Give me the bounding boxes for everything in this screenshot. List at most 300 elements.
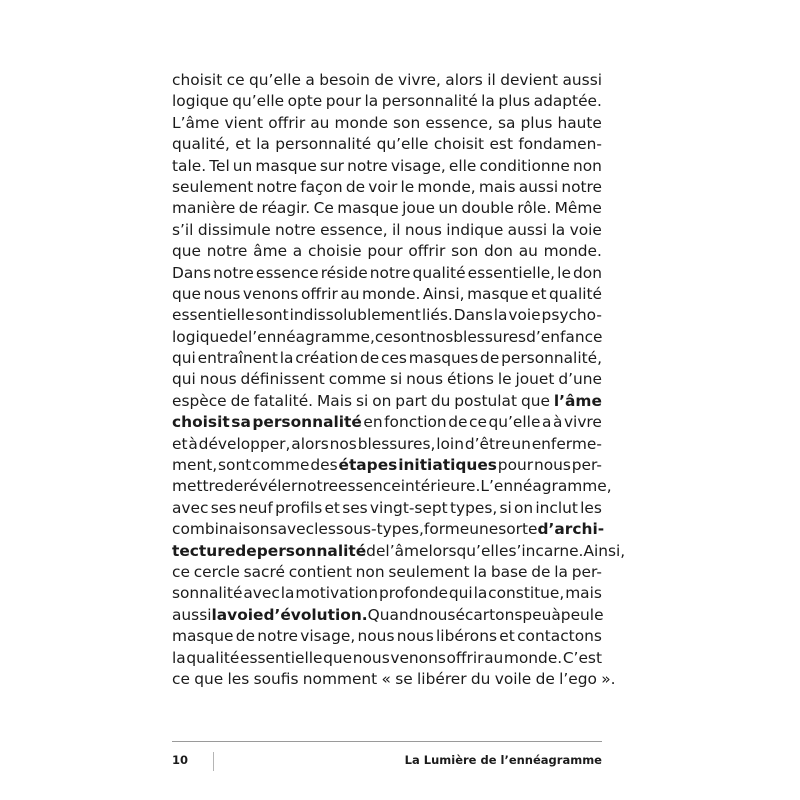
word: les [227,669,250,688]
word: ces [381,349,407,368]
word: nos [329,434,357,453]
word: indissolublement [289,306,421,325]
word: Dans [453,306,493,325]
word: choisie [307,242,362,261]
word: ce [374,327,393,346]
word: fondamen- [518,135,602,154]
word: du [470,669,491,688]
word: notre [257,627,298,646]
word: la [280,584,295,603]
word: et [499,627,515,646]
word: jouet [515,370,555,389]
text-line [172,156,602,177]
word: nous [357,627,395,646]
word: blessures [453,327,527,346]
word: choisit [433,135,485,154]
word: ce [172,562,190,581]
word: nous [396,627,434,646]
word: qu’elle [488,413,541,432]
word: sorte [498,520,538,539]
word: venons [242,284,299,303]
word: psycho- [541,306,602,325]
word: « [381,669,391,688]
word: essentielle, [467,263,556,282]
word: opte [287,92,323,111]
word: Dans [172,263,212,282]
word: et [530,284,547,303]
word: notre [275,220,316,239]
word: nous [203,284,241,303]
word: pour [497,456,534,475]
word: la [364,92,379,111]
word: besoin [319,71,370,89]
word: fonction [384,413,447,432]
text-line [172,177,602,198]
word: Ainsi, [583,541,626,560]
page-number: 10 [172,753,189,767]
word: alors [445,71,483,89]
word: plus [520,113,553,132]
word: un [511,434,531,453]
word: intérieure. [400,477,481,496]
word: il [392,220,401,239]
word: mais [478,177,516,196]
word: sonnalité [172,584,243,603]
word: peu [560,605,590,624]
word: notre [213,263,254,282]
word: Quand [367,605,419,624]
word: haute [557,113,602,132]
word: la [493,306,508,325]
word: la [172,648,186,667]
word: masque [255,156,317,175]
word: aussi [172,605,212,624]
word: la [473,562,488,581]
text-line [172,669,616,690]
word: plus [498,92,531,111]
word: forme [423,520,470,539]
word: si [355,391,369,410]
word: la [279,349,294,368]
word: nous [352,648,390,667]
word: vivre, [398,71,441,89]
word: seulement [388,562,470,581]
word: révéler [243,477,298,496]
word: et [172,434,188,453]
text-line [172,626,602,647]
word: une [469,520,499,539]
word: mettre [172,477,224,496]
word: conditionne [479,156,570,175]
word: aussi [507,220,548,239]
word: qualité [548,284,602,303]
word: la [256,135,270,154]
bold-word: d’évolution. [263,605,368,624]
word: profils [275,498,323,517]
word: à [188,434,198,453]
word: soufis [253,669,299,688]
word: qualité [186,648,240,667]
word: per- [571,456,602,475]
word: que [194,669,224,688]
word: base [490,562,528,581]
word: contactons [517,627,602,646]
word: si [499,498,512,517]
word: que [323,648,353,667]
word: la [481,92,495,111]
word: essence [255,263,319,282]
word: don [484,242,513,261]
bold-word: l’âme [553,391,602,410]
word: logique [172,92,229,111]
word: son [451,242,479,261]
word: et [235,135,251,154]
word: s’il [172,220,194,239]
word: voie [508,306,541,325]
word: si [389,370,403,389]
word: de [345,177,366,196]
word: postulat [454,391,518,410]
text-line [172,134,602,155]
word: qualité, [172,135,230,154]
word: voie [569,220,602,239]
running-title: La Lumière de l’ennéagramme [404,753,602,767]
word: entraînent [197,349,278,368]
word: offrir [446,648,484,667]
word: qu’elle [376,135,429,154]
word: on [372,391,392,410]
word: masque [467,284,529,303]
word: le [400,177,415,196]
word: nous [404,220,442,239]
word: liés. [421,306,453,325]
word: non [572,156,602,175]
word: tale. [172,156,207,175]
word: sacré [243,562,285,581]
word: les [314,520,336,539]
word: nos [426,327,454,346]
bold-word: sa [231,413,251,432]
word: offrir [300,284,338,303]
word: pour [367,242,403,261]
word: d’être [464,434,511,453]
word: seulement [172,177,254,196]
text-line [172,305,602,326]
word: sous-types, [335,520,424,539]
word: au [484,648,504,667]
word: la [473,584,488,603]
word: développer, [198,434,291,453]
text-line [172,648,602,669]
word: de [366,541,386,560]
word: aussi [562,71,602,89]
word: nomment [302,669,378,688]
word: avec [172,498,209,517]
word: que [172,242,201,261]
text-line [172,91,602,112]
word: ses [210,498,237,517]
word: âme [253,242,288,261]
word: alors [291,434,329,453]
word: inclut [535,498,578,517]
word: façon [300,177,343,196]
word: elle [448,156,477,175]
bold-word: personnalité [252,413,362,432]
word: essentielle [239,648,323,667]
word: qui [172,349,196,368]
word: profonde [378,584,448,603]
word: contient [288,562,352,581]
text-line [172,70,602,91]
word: indique [446,220,504,239]
text-line [172,263,602,284]
word: nous [533,456,571,475]
word: comme [328,370,387,389]
word: visage, [390,156,446,175]
word: choisit [172,71,223,89]
text-line [172,519,605,540]
text-line [172,284,602,305]
word: de [535,669,555,688]
word: monde. [543,242,602,261]
word: sont [218,456,252,475]
word: de [224,477,244,496]
word: monde. [503,648,563,667]
word: se [395,669,413,688]
word: motivation [295,584,379,603]
word: notre [561,177,602,196]
word: la [551,220,566,239]
word: s’incarne. [508,541,584,560]
word: loin [436,434,464,453]
word: l’ego [559,669,597,688]
word: vingt-sept [369,498,448,517]
footer-separator [213,752,214,771]
text-line [172,113,602,134]
text-line [172,434,602,455]
word: sont [255,306,289,325]
word: de [238,199,259,218]
bold-word: tecture [172,541,236,560]
word: comme [252,456,310,475]
word: espèce [172,391,227,410]
word: des [310,456,338,475]
word: d’enfance [526,327,603,346]
word: ce [226,71,245,89]
word: C’est [562,648,602,667]
word: a [305,71,315,89]
text-line [172,369,602,390]
word: cercle [193,562,240,581]
word: le [557,263,571,282]
word: ce [469,413,487,432]
word: sur [319,156,345,175]
word: est [489,135,513,154]
word: offrir [268,113,306,132]
word: per- [571,562,602,581]
word: en [363,413,383,432]
word: adaptée. [533,92,602,111]
word: notre [297,477,339,496]
word: monde, [417,177,476,196]
word: essentielle [172,306,255,325]
word: notre [347,156,388,175]
word: de [235,627,255,646]
word: lorsqu’elle [428,541,509,560]
text-line [172,605,602,626]
word: manière [172,199,236,218]
word: au [518,242,538,261]
word: masques [408,349,479,368]
word: essence [338,477,401,496]
word: l’ennéagramme, [247,327,375,346]
word: masque [337,199,399,218]
word: personnalité [381,92,478,111]
word: enferme- [531,434,602,453]
word: au [340,284,360,303]
text-line [172,348,602,369]
word: notre [206,242,248,261]
word: à [551,605,561,624]
word: nous [418,605,456,624]
word: et [324,498,340,517]
word: visage, [300,627,356,646]
word: ce [172,669,190,688]
word: logique [172,327,229,346]
word: personnalité [275,135,372,154]
text-line [172,562,602,583]
word: de [531,562,551,581]
word: double [461,199,514,218]
word: d’une [558,370,602,389]
word: blessures, [357,434,436,453]
word: du [430,391,451,410]
word: on [513,498,534,517]
word: Tel [209,156,230,175]
word: essence, [425,113,493,132]
word: peu [522,605,552,624]
bold-word: étapes [338,456,398,475]
word: réagir. [261,199,311,218]
word: personnalité, [501,349,602,368]
body-text [172,70,626,690]
word: que [172,284,201,303]
word: un [438,199,458,218]
text-line [172,327,602,348]
word: constitue, [488,584,565,603]
word: ment, [172,456,218,475]
text-line [172,198,602,219]
word: de [480,349,500,368]
word: libérer [417,669,467,688]
text-line [172,455,602,476]
word: étions [446,370,494,389]
word: que [520,391,550,410]
word: le [497,370,512,389]
word: création [295,349,359,368]
word: à [552,413,563,432]
word: vient [224,113,264,132]
word: qualité [412,263,466,282]
word: don [573,263,602,282]
footer-rule [172,741,602,742]
word: de [228,327,248,346]
text-line [172,241,602,262]
text-line [172,220,602,241]
word: notre [256,177,298,196]
bold-word: initiatiques [398,456,497,475]
word: a [292,242,303,261]
word: avec [277,520,315,539]
word: qui [448,584,473,603]
text-line [172,583,602,604]
word: types, [449,498,498,517]
bold-word: voie [227,605,264,624]
word: l’âme [385,541,429,560]
word: de [448,413,468,432]
word: son [393,113,421,132]
word: Mais [317,391,353,410]
word: joue [402,199,435,218]
word: sa [497,113,516,132]
word: la [554,562,568,581]
word: aussi [518,177,559,196]
text-line [172,476,612,497]
word: dissimule [197,220,271,239]
word: de [359,349,380,368]
word: combinaisons [172,520,278,539]
word: Même [554,199,602,218]
bold-word: d’archi- [537,520,605,539]
text-line [172,541,626,562]
word: L’ennéagramme, [480,477,612,496]
word: vivre [563,413,602,432]
word: essence, [320,220,388,239]
word: venons [390,648,446,667]
word: neuf [238,498,273,517]
word: notre [369,263,411,282]
word: un [232,156,253,175]
word: part [395,391,427,410]
word: de [374,71,394,89]
word: qu’elle [249,71,301,89]
word: a [541,413,552,432]
word: réside [320,263,368,282]
word: mais [565,584,602,603]
word: qui [172,370,196,389]
word: le [589,605,604,624]
word: au [310,113,330,132]
word: définissent [240,370,325,389]
word: non [355,562,385,581]
word: devient [500,71,559,89]
word: de [230,391,250,410]
word: nous [406,370,444,389]
word: libérons [436,627,497,646]
bold-word: la [211,605,228,624]
text-line [172,391,602,412]
bold-word: personnalité [256,541,367,560]
word: qu’elle [232,92,285,111]
word: Ainsi, [422,284,465,303]
word: masque [172,627,234,646]
text-line [172,498,602,519]
word: avec [243,584,280,603]
bold-word: choisit [172,413,230,432]
word: il [487,71,496,89]
word: monde. [362,284,421,303]
word: monde [334,113,388,132]
